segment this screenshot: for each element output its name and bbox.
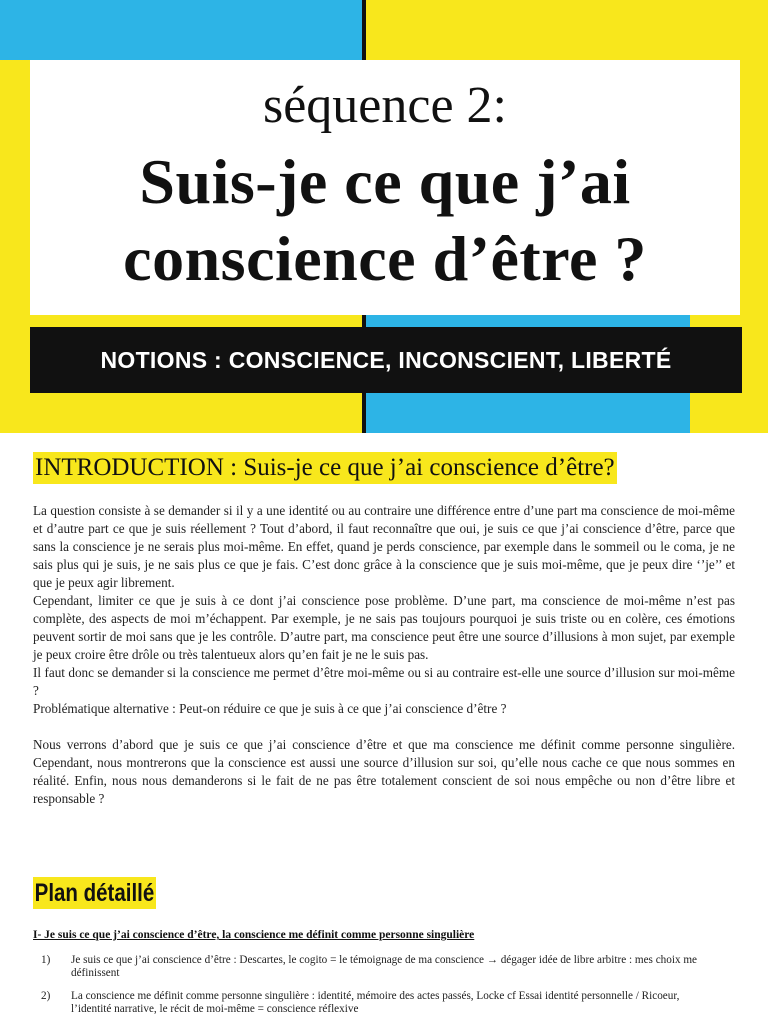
title-box xyxy=(30,60,740,315)
page-title xyxy=(30,143,740,297)
title-line-1: Suis-je ce que j’ai xyxy=(139,146,631,217)
intro-paragraph: La question consiste à se demander si il y a une identité ou au contraire une différence entre d’une part ma conscience de moi-même et d’autre part ce que je suis réellement ? Tout d’abord, il faut reconnaître que oui, je suis ce que j’ai conscience d’être, parce que sans la conscience je ne serais plus moi-même. En effet, quand je perds conscience, par exemple dans le sommeil ou le coma, je ne sais plus qui je suis, je ne sais plus ce que je fais. C’est donc grâce à la conscience que je suis moi-même, que je peux dire ‘’je’’ et que je peux agir librement. xyxy=(33,503,735,590)
notions-banner: NOTIONS : CONSCIENCE, INCONSCIENT, LIBERTÉ xyxy=(30,327,742,393)
introduction-body xyxy=(33,502,735,808)
plan-item-number: 2) xyxy=(41,990,51,1002)
sequence-label: séquence 2: xyxy=(262,77,507,134)
plan-item-text: Je suis ce que j’ai conscience d’être : Descartes, le cogito = le témoignage de ma conscience → dégager idée de libre arbitre : mes choix me définissent xyxy=(71,954,698,979)
section-1-title: I- Je suis ce que j’ai conscience d’être, la conscience me définit comme personne singulière xyxy=(33,929,475,941)
introduction-heading: INTRODUCTION : Suis-je ce que j’ai conscience d’être? xyxy=(33,452,617,484)
intro-paragraph: Cependant, limiter ce que je suis à ce dont j’ai conscience pose problème. D’une part, ma conscience de moi-même n’est pas complète, des aspects de moi m’échappent. Par exemple, je ne sais pas toujours pourquoi je suis triste ou en colère, ces émotions peuvent sortir de moi sans que je les contrôle. D’autre part, ma conscience peut être une source d’illusions à mon sujet, par exemple je peux croire être drôle ou très talentueux alors qu’en fait je ne le suis pas. xyxy=(33,593,735,662)
annonce-du-plan: Nous verrons d’abord que je suis ce que j’ai conscience d’être et que ma conscience me définit comme personne singulière. Cependant, nous montrerons que la conscience est aussi une source d’illusion sur soi, qu’elle nous cache ce que nous sommes en réalité. Enfin, nous nous demanderons si le fait de ne pas être totalement conscient de soi nous empêche ou non d’être libre et responsable ? xyxy=(33,737,735,806)
title-line-2: conscience d’être ? xyxy=(123,223,647,294)
decor-blue-top xyxy=(0,0,362,60)
plan-heading: Plan détaillé xyxy=(34,879,155,907)
title-banner xyxy=(0,0,768,433)
plan-item-text: La conscience me définit comme personne singulière : identité, mémoire des actes passés, Locke cf Essai identité personnelle / Ricoeur, l’identité narrative, le récit de moi-même = conscience réflexive xyxy=(71,990,680,1015)
plan-item-number: 1) xyxy=(41,954,51,966)
intro-paragraph: Il faut donc se demander si la conscience me permet d’être moi-même ou si au contraire est-elle une source d’illusion sur moi-même ? xyxy=(33,665,735,698)
problematique-alternative: Problématique alternative : Peut-on réduire ce que je suis à ce que j’ai conscience d’être ? xyxy=(33,701,507,716)
